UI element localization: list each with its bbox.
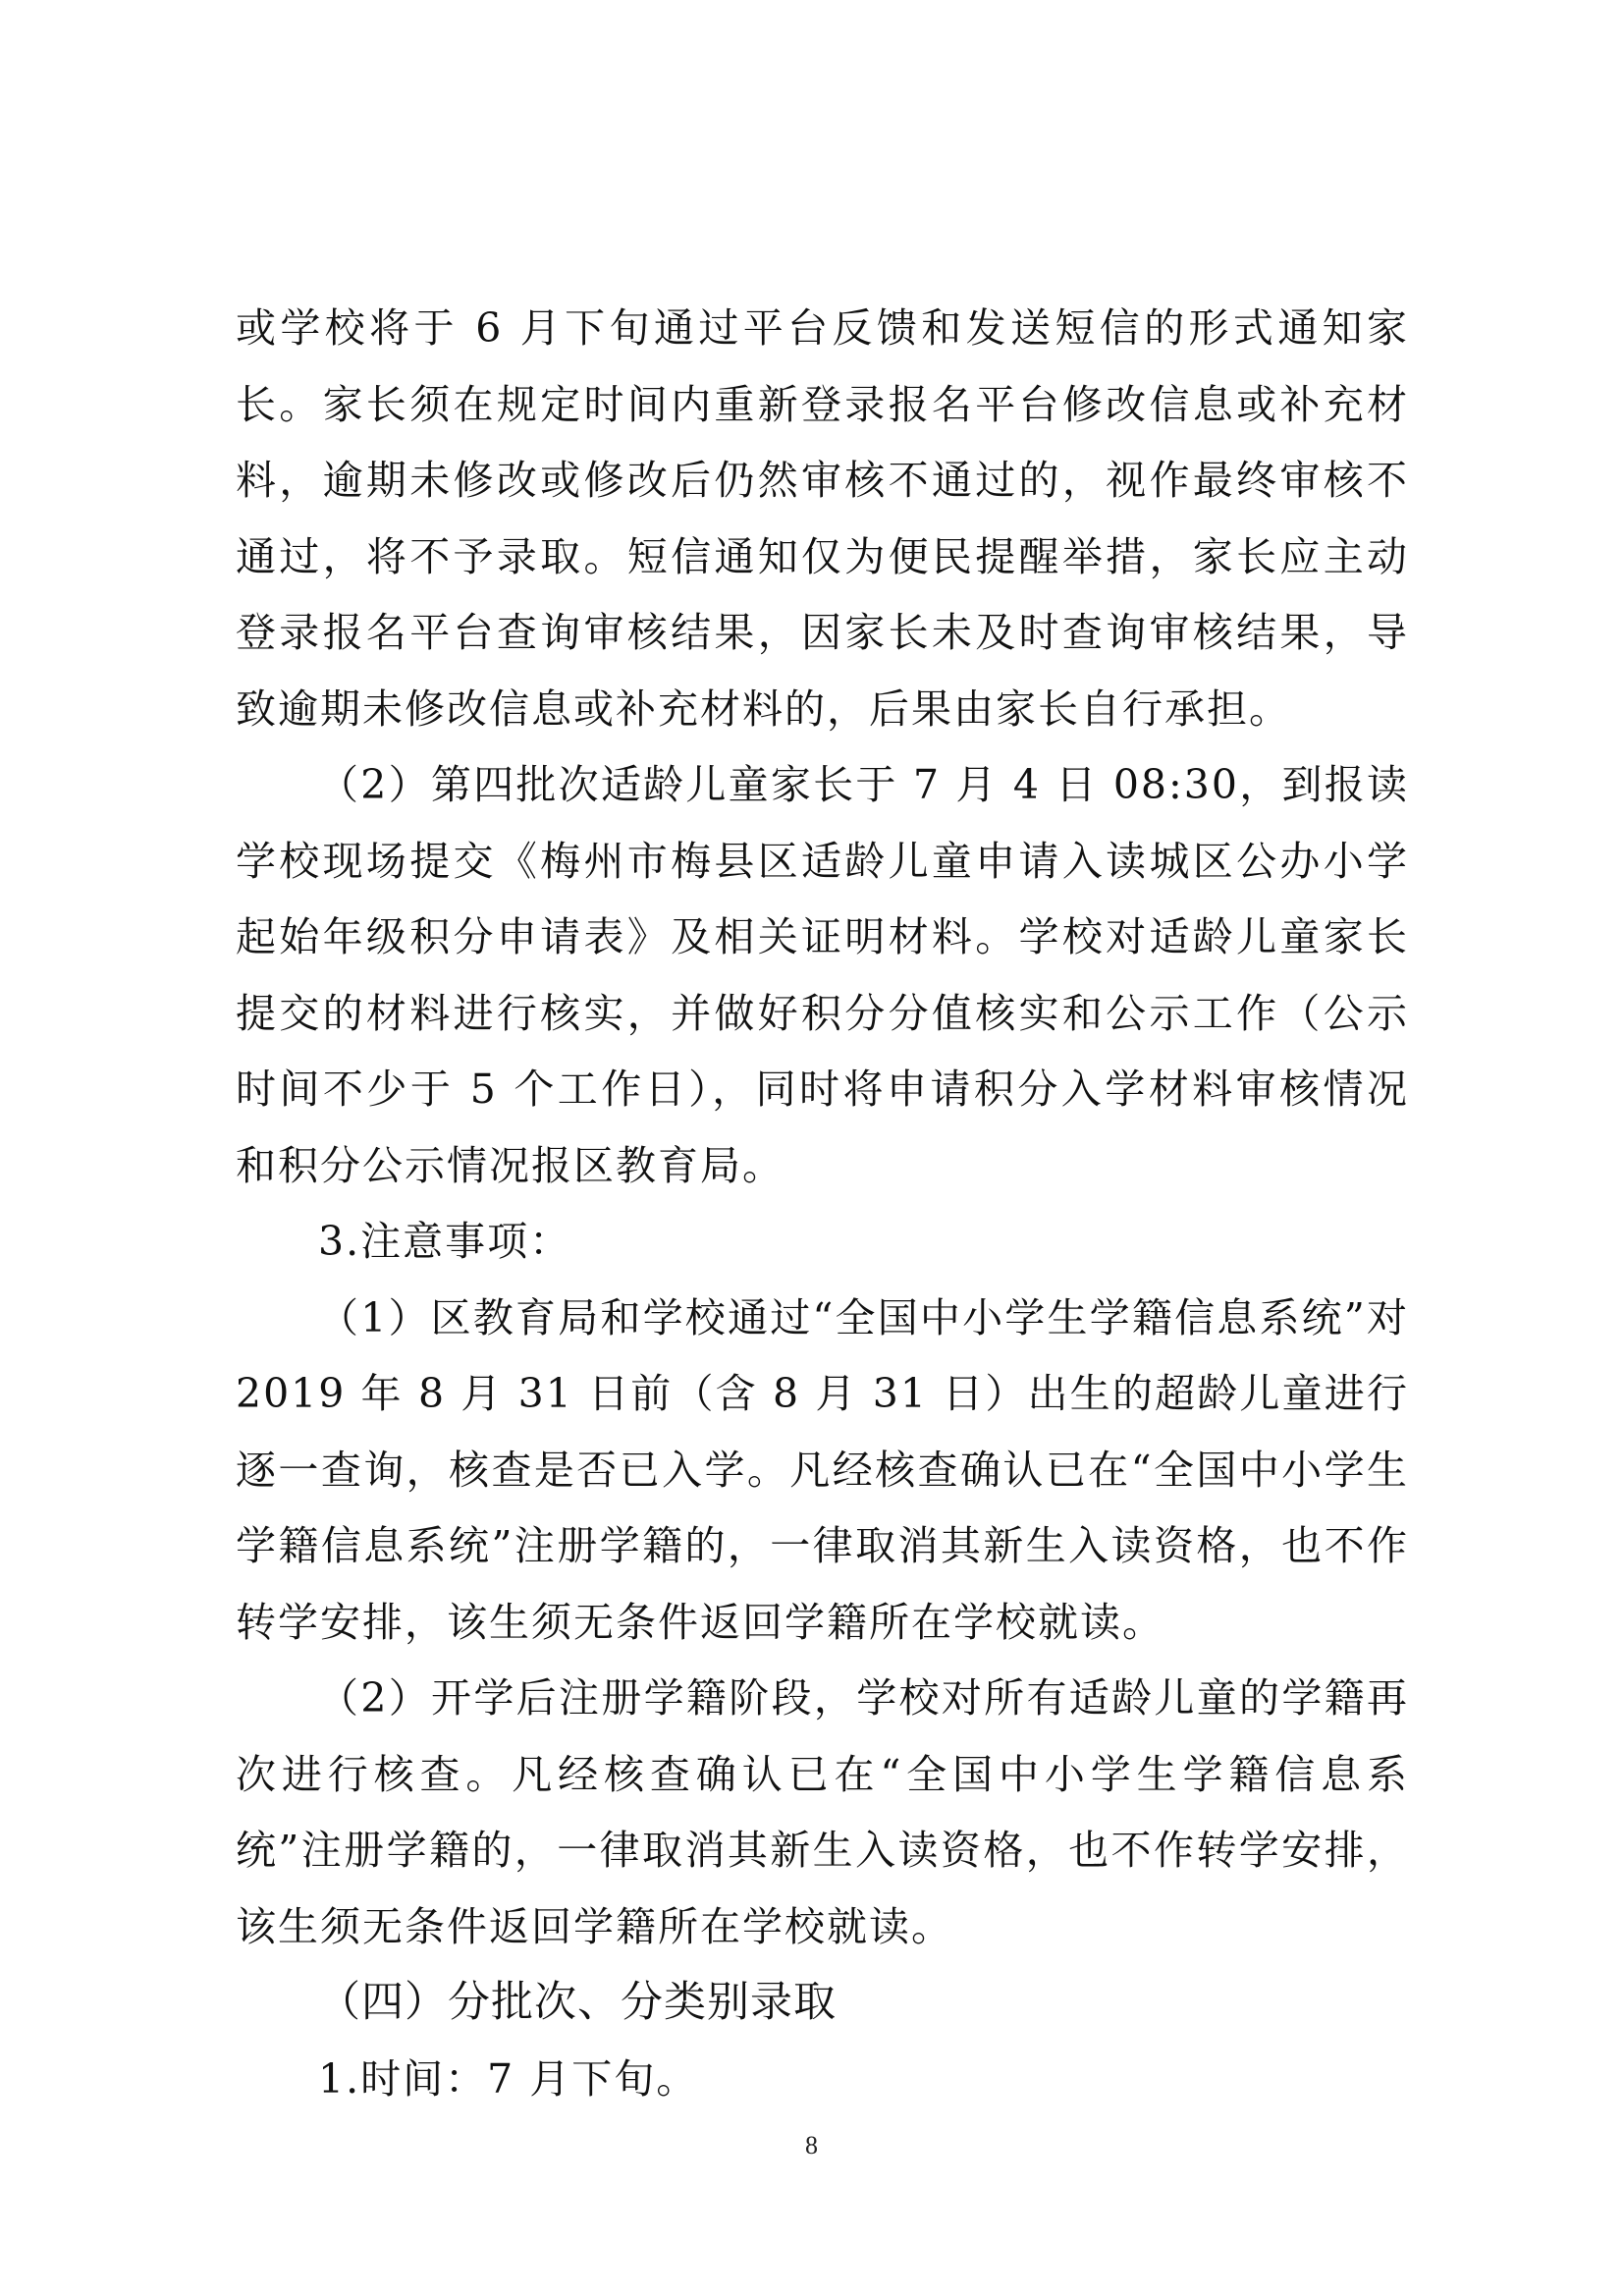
paragraph-note-2: （2）开学后注册学籍阶段，学校对所有适龄儿童的学籍再次进行核查。凡经核查确认已在“全国中小学生学籍信息系统”注册学籍的，一律取消其新生入读资格，也不作转学安排，该生须无条件返回学籍所在学校就读。 — [236, 1674, 1409, 1950]
paragraph-time: 1.时间：7 月下旬。 — [318, 2054, 699, 2103]
paragraph-notes-title: 3.注意事项： — [318, 1218, 572, 1265]
section-heading-admission: （四）分批次、分类别录取 — [318, 1978, 837, 2027]
page-number: 8 — [805, 2131, 818, 2159]
paragraph-fourth-batch: （2）第四批次适龄儿童家长于 7 月 4 日 08:30，到报读学校现场提交《梅州市梅县区适龄儿童申请入读城区公办小学起始年级积分申请表》及相关证明材料。学校对适龄儿童家长提交的材料进行核实，并做好积分分值核实和公示工作（公示时间不少于 5 个工作日），同时将申请积分入学材料审核情况和积分公示情况报区教育局。 — [236, 761, 1409, 1189]
body-text — [236, 291, 1409, 2117]
paragraph-note-1: （1）区教育局和学校通过“全国中小学生学籍信息系统”对 2019 年 8 月 31 日前（含 8 月 31 日）出生的超龄儿童进行逐一查询，核查是否已入学。凡经核查确认已在“全国中小学生学籍信息系统”注册学籍的，一律取消其新生入读资格，也不作转学安排，该生须无条件返回学籍所在学校就读。 — [236, 1293, 1409, 1646]
paragraph-notice-continuation: 或学校将于 6 月下旬通过平台反馈和发送短信的形式通知家长。家长须在规定时间内重新登录报名平台修改信息或补充材料，逾期未修改或修改后仍然审核不通过的，视作最终审核不通过，将不予录取。短信通知仅为便民提醒举措，家长应主动登录报名平台查询审核结果，因家长未及时查询审核结果，导致逾期未修改信息或补充材料的，后果由家长自行承担。 — [236, 304, 1409, 733]
